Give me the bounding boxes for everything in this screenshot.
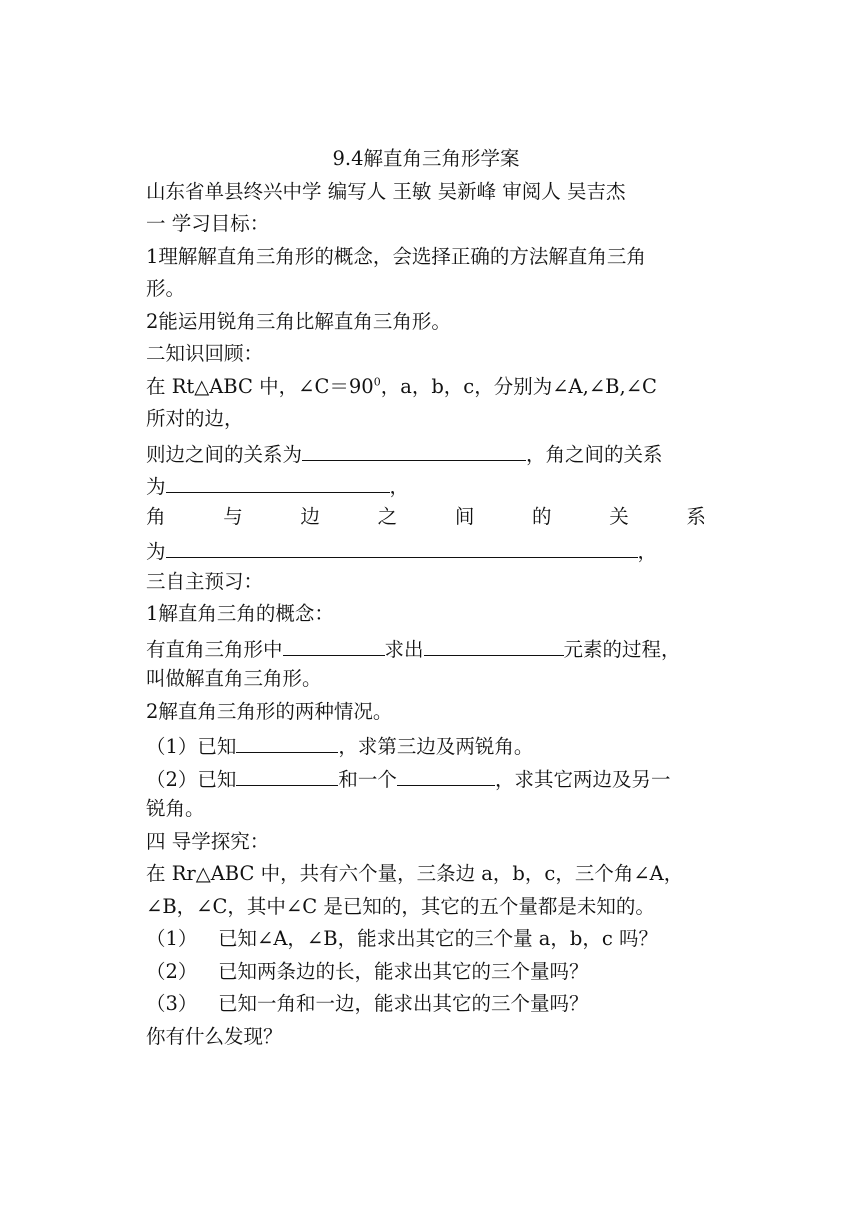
question-item (146, 988, 706, 1021)
author-line: 山东省单县终兴中学 编写人 王敏 吴新峰 审阅人 吴吉杰 (146, 179, 626, 203)
case1-blank[interactable] (236, 728, 338, 753)
case1-pre: （1）已知 (146, 735, 237, 758)
case2-blank-2[interactable] (397, 761, 495, 786)
side-relation-blank[interactable] (302, 436, 526, 461)
spaced-char: 系 (686, 504, 706, 528)
angle-side-relation-blank[interactable] (166, 533, 638, 558)
section2-heading: 二知识回顾： (146, 342, 264, 365)
explore-intro-2: ∠B，∠C，其中∠C 是已知的，其它的五个量都是未知的。 (146, 894, 655, 918)
definition-pre: 有直角三角形中 (146, 637, 283, 661)
definition-mid: 求出 (384, 637, 424, 661)
case2-line (146, 761, 706, 794)
question-text: 已知∠A，∠B，能求出其它的三个量 a，b，c 吗？ (218, 927, 659, 950)
spaced-char: 的 (532, 504, 552, 528)
degree-superscript: 0 (373, 375, 381, 388)
section4-heading: 四 导学探究： (146, 829, 270, 853)
spaced-char: 关 (609, 504, 629, 528)
case1-line (146, 728, 706, 761)
question-text: 已知两条边的长，能求出其它的三个量吗？ (218, 959, 589, 983)
question-item (146, 956, 706, 989)
section1-heading: 一 学习目标： (146, 212, 270, 235)
case2-post: ，求其它两边及另一 (494, 767, 671, 791)
case2-blank-1[interactable] (236, 761, 338, 786)
unknown-elements-blank[interactable] (424, 631, 564, 656)
case2-mid: 和一个 (338, 767, 397, 791)
section3-heading: 三自主预习： (146, 569, 264, 593)
review-line-1-pre: 在 Rt△ABC 中，∠C＝90 (146, 374, 374, 398)
case2-line-2: 锐角。 (146, 797, 205, 820)
worksheet-page (146, 143, 706, 1053)
question-item (146, 923, 706, 956)
review-line-5 (146, 501, 706, 534)
spaced-char: 与 (223, 504, 243, 528)
review-line-6 (146, 533, 706, 566)
review-line-6-pre: 为 (146, 540, 166, 563)
review-line-1-post: ，a，b，c，分别为∠A,∠B,∠C (380, 374, 657, 398)
case1-post: ，求第三边及两锐角。 (338, 735, 534, 758)
spaced-char: 间 (454, 504, 475, 528)
review-line-4-post: ， (389, 475, 410, 498)
definition-post: 元素的过程， (563, 637, 681, 661)
spaced-char: 边 (300, 504, 320, 528)
question-number: （3） (146, 992, 198, 1015)
question-text: 已知一角和一边，能求出其它的三个量吗？ (218, 992, 589, 1015)
cases-subheading: 2解直角三角形的两种情况。 (146, 699, 393, 723)
review-line-2: 所对的边， (146, 407, 244, 430)
goal1-line-b: 形。 (146, 277, 186, 300)
review-line-4-pre: 为 (146, 475, 166, 498)
closing-question: 你有什么发现？ (146, 1024, 283, 1048)
goal1-line-a: 1理解解直角三角形的概念，会选择正确的方法解直角三角 (146, 244, 646, 268)
question-number: （1） (146, 927, 198, 950)
review-line-3-pre: 则边之间的关系为 (146, 442, 303, 466)
review-line-6-post: ， (637, 540, 658, 563)
definition-line (146, 631, 706, 664)
case2-pre: （2）已知 (146, 767, 237, 791)
review-line-1 (146, 371, 706, 404)
review-line-4 (146, 468, 706, 501)
review-line-3-post: ，角之间的关系 (526, 442, 663, 466)
goal2-line: 2能运用锐角三角比解直角三角形。 (146, 309, 451, 333)
angle-relation-blank[interactable] (166, 468, 390, 493)
review-line-3 (146, 436, 706, 469)
known-elements-blank[interactable] (283, 631, 385, 656)
concept-subheading: 1解直角三角的概念： (146, 602, 334, 625)
spaced-char: 之 (377, 504, 398, 528)
definition-line-2: 叫做解直角三角形。 (146, 667, 322, 690)
question-number: （2） (146, 959, 198, 983)
spaced-char: 角 (146, 504, 166, 528)
document-title: 9.4解直角三角形学案 (332, 147, 520, 170)
explore-intro-1: 在 Rr△ABC 中，共有六个量，三条边 a，b，c，三个角∠A， (146, 862, 684, 885)
